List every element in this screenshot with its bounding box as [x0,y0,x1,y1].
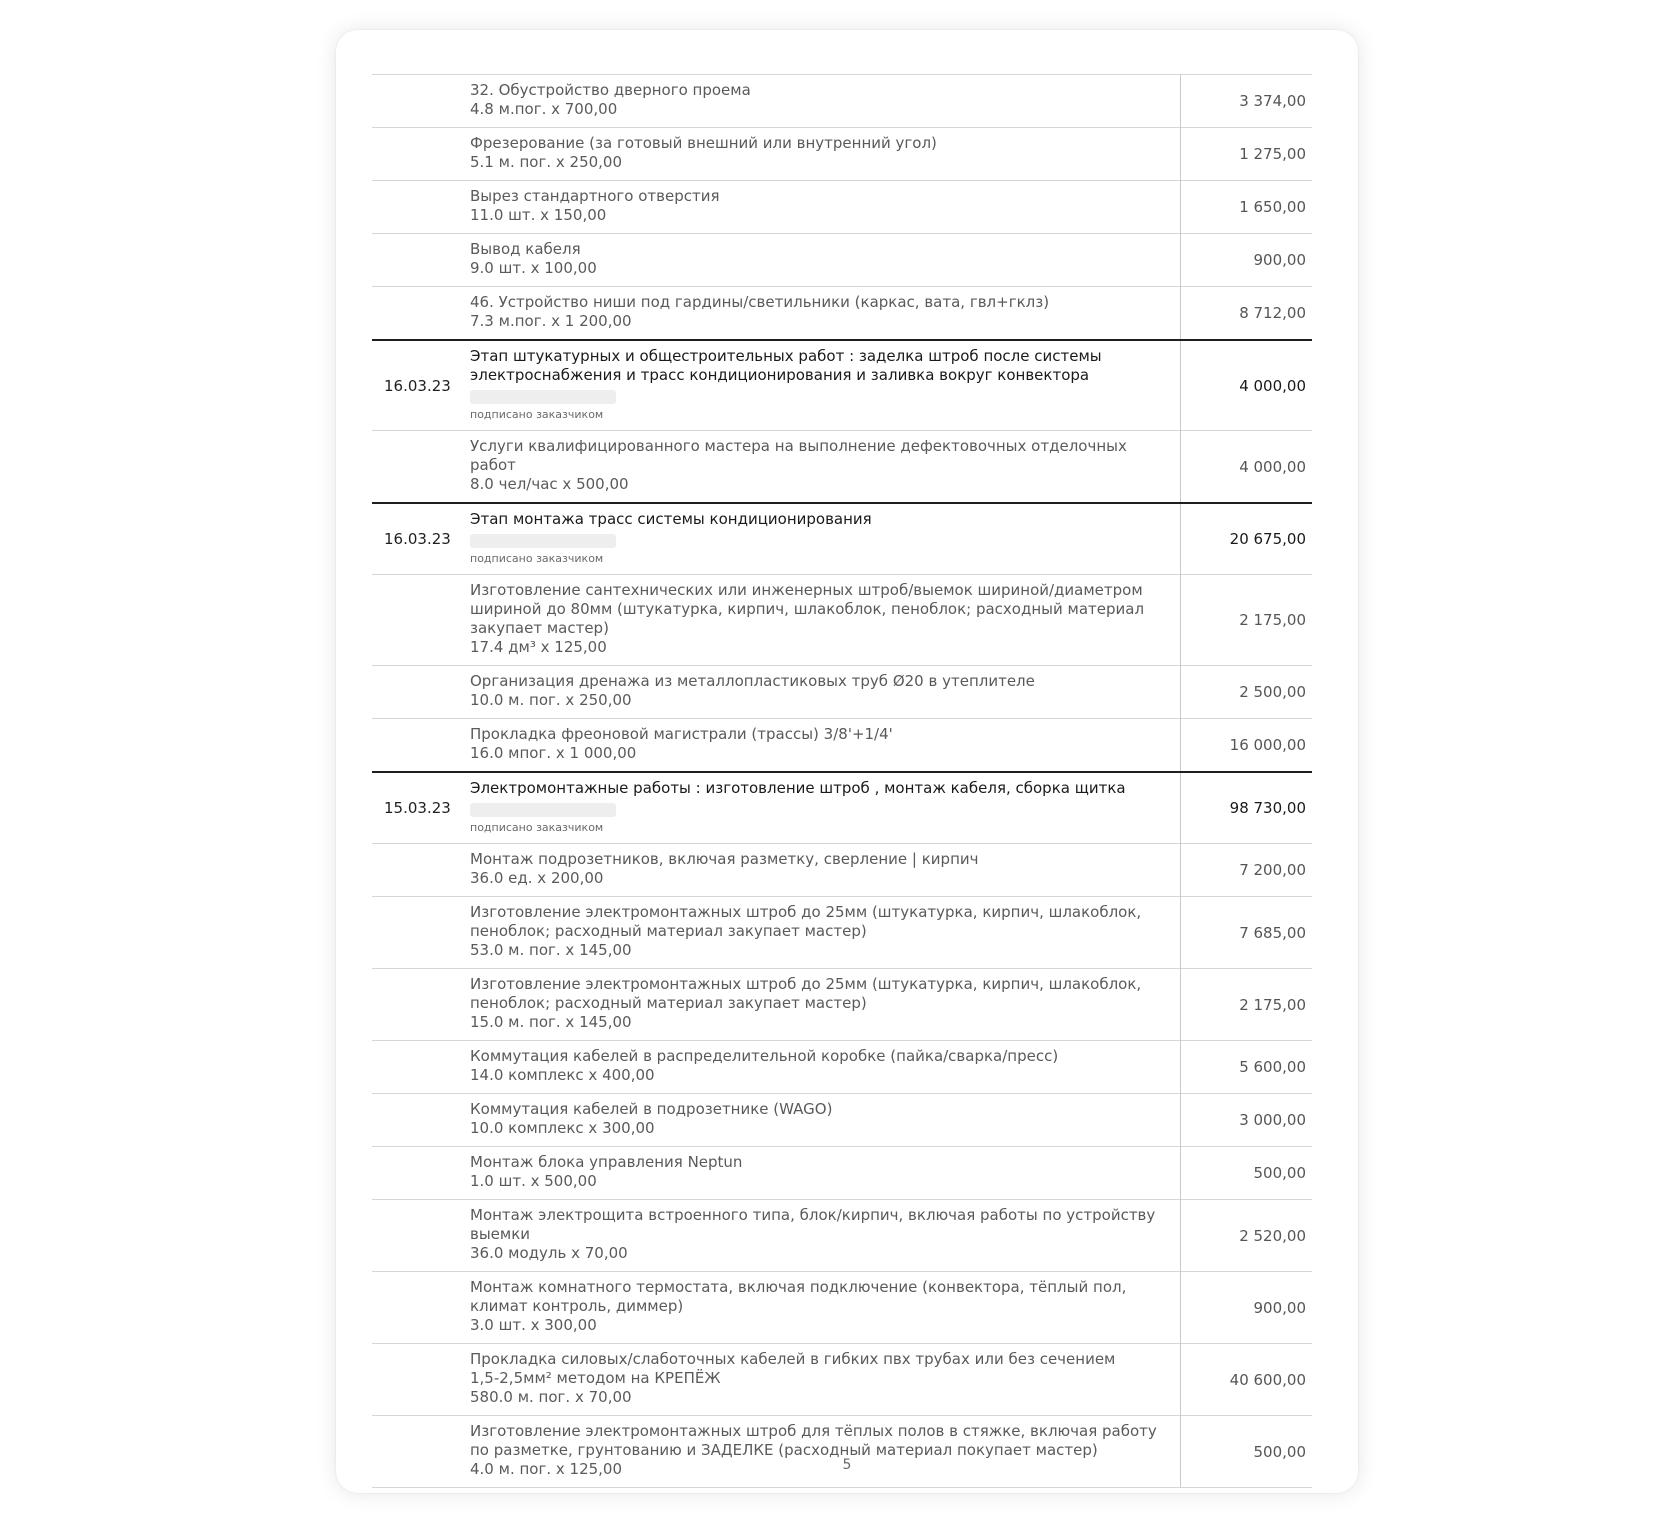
row-amount: 98 730,00 [1180,772,1312,844]
row-date [372,1200,470,1272]
item-text-line: Коммутация кабелей в распределительной коробке (пайка/сварка/пресс) [470,1047,1059,1065]
redacted-signature [470,803,616,817]
row-date [372,1147,470,1200]
item-text-line: Вывод кабеля [470,240,581,258]
page-number: 5 [842,1457,852,1473]
row-amount: 40 600,00 [1180,1344,1312,1416]
item-text-line: климат контроль, диммер) [470,1297,684,1315]
document-page [336,30,1358,1493]
row-amount: 900,00 [1180,1272,1312,1344]
item-text-line: Монтаж блока управления Neptun [470,1153,743,1171]
line-item-row [372,1041,1312,1094]
estimate-sheet [372,74,1312,1488]
line-item-row [372,575,1312,666]
item-text-line: Изготовление сантехнических или инженерных штроб/выемок шириной/диаметром [470,581,1143,599]
stage-title-line: Электромонтажные работы : изготовление штроб , монтаж кабеля, сборка щитка [470,779,1126,797]
item-text-line: по разметке, грунтованию и ЗАДЕЛКЕ (расходный материал покупает мастер) [470,1441,1098,1459]
row-description [470,844,1180,897]
item-text-line: 14.0 комплекс х 400,00 [470,1066,655,1084]
stage-title-line: Этап монтажа трасс системы кондиционирования [470,510,872,528]
row-date: 16.03.23 [372,503,470,575]
item-text-line: шириной до 80мм (штукатурка, кирпич, шлакоблок, пеноблок; расходный материал [470,600,1145,618]
line-item-row [372,128,1312,181]
item-text-line: пеноблок; расходный материал закупает мастер) [470,994,867,1012]
row-date [372,969,470,1041]
row-amount: 7 685,00 [1180,897,1312,969]
redacted-signature [470,390,616,404]
item-text-line: 3.0 шт. х 300,00 [470,1316,597,1334]
stage-row [372,772,1312,844]
item-text-line: выемки [470,1225,531,1243]
item-text-line: 10.0 комплекс х 300,00 [470,1119,655,1137]
row-description [470,719,1180,773]
line-item-row [372,897,1312,969]
row-amount: 2 175,00 [1180,575,1312,666]
signed-status: подписано заказчиком [470,821,604,834]
item-text-line: 10.0 м. пог. х 250,00 [470,691,632,709]
row-date [372,1344,470,1416]
item-text-line: 1.0 шт. х 500,00 [470,1172,597,1190]
row-description [470,666,1180,719]
item-text-line: 5.1 м. пог. х 250,00 [470,153,623,171]
stage-title-line: электроснабжения и трасс кондиционирования и заливка вокруг конвектора [470,366,1090,384]
row-date [372,575,470,666]
line-item-row [372,666,1312,719]
item-text-line: 9.0 шт. х 100,00 [470,259,597,277]
row-amount: 7 200,00 [1180,844,1312,897]
signed-status: подписано заказчиком [470,408,604,421]
line-item-row [372,287,1312,341]
row-date: 16.03.23 [372,340,470,431]
item-text-line: Организация дренажа из металлопластиковых труб Ø20 в утеплителе [470,672,1035,690]
row-amount: 2 175,00 [1180,969,1312,1041]
line-item-row [372,181,1312,234]
line-item-row [372,1147,1312,1200]
row-description [470,1416,1180,1488]
stage-title-line: Этап штукатурных и общестроительных работ : заделка штроб после системы [470,347,1102,365]
line-item-row [372,1344,1312,1416]
item-text-line: 4.0 м. пог. х 125,00 [470,1460,623,1478]
item-text-line: Прокладка силовых/слаботочных кабелей в гибких пвх трубах или без сечением [470,1350,1116,1368]
row-date [372,719,470,773]
row-description [470,503,1180,575]
row-description [470,1200,1180,1272]
estimate-table [372,74,1312,1488]
row-date [372,234,470,287]
row-amount: 4 000,00 [1180,431,1312,504]
row-amount: 500,00 [1180,1416,1312,1488]
row-amount: 500,00 [1180,1147,1312,1200]
item-text-line: 15.0 м. пог. х 145,00 [470,1013,632,1031]
item-text-line: пеноблок; расходный материал закупает мастер) [470,922,867,940]
stage-row [372,503,1312,575]
item-text-line: работ [470,456,516,474]
row-amount: 3 374,00 [1180,75,1312,128]
row-description [470,1041,1180,1094]
item-text-line: 53.0 м. пог. х 145,00 [470,941,632,959]
line-item-row [372,969,1312,1041]
item-text-line: 8.0 чел/час х 500,00 [470,475,629,493]
row-description [470,75,1180,128]
row-description [470,128,1180,181]
row-description [470,969,1180,1041]
item-text-line: Услуги квалифицированного мастера на выполнение дефектовочных отделочных [470,437,1127,455]
item-text-line: Прокладка фреоновой магистрали (трассы) 3/8'+1/4' [470,725,893,743]
row-description [470,772,1180,844]
item-text-line: 17.4 дм³ х 125,00 [470,638,607,656]
item-text-line: 46. Устройство ниши под гардины/светильники (каркас, вата, гвл+гклз) [470,293,1050,311]
row-date: 15.03.23 [372,772,470,844]
item-text-line: 16.0 мпог. х 1 000,00 [470,744,637,762]
row-date [372,181,470,234]
item-text-line: 7.3 м.пог. х 1 200,00 [470,312,632,330]
row-amount: 2 520,00 [1180,1200,1312,1272]
signed-status: подписано заказчиком [470,552,604,565]
item-text-line: Изготовление электромонтажных штроб до 25мм (штукатурка, кирпич, шлакоблок, [470,903,1142,921]
row-date [372,666,470,719]
item-text-line: Коммутация кабелей в подрозетнике (WAGO) [470,1100,833,1118]
row-description [470,340,1180,431]
row-date [372,1041,470,1094]
redacted-signature [470,534,616,548]
line-item-row [372,1416,1312,1488]
item-text-line: Изготовление электромонтажных штроб для тёплых полов в стяжке, включая работу [470,1422,1157,1440]
row-description [470,431,1180,504]
item-text-line: Монтаж электрощита встроенного типа, блок/кирпич, включая работы по устройству [470,1206,1156,1224]
row-amount: 2 500,00 [1180,666,1312,719]
row-description [470,1094,1180,1147]
item-text-line: 36.0 ед. х 200,00 [470,869,604,887]
row-description [470,1344,1180,1416]
item-text-line: 11.0 шт. х 150,00 [470,206,607,224]
row-date [372,75,470,128]
row-amount: 3 000,00 [1180,1094,1312,1147]
item-text-line: 580.0 м. пог. х 70,00 [470,1388,632,1406]
row-date [372,1094,470,1147]
row-date [372,1272,470,1344]
item-text-line: 1,5-2,5мм² методом на КРЕПЁЖ [470,1369,721,1387]
row-description [470,897,1180,969]
row-date [372,897,470,969]
line-item-row [372,844,1312,897]
line-item-row [372,75,1312,128]
item-text-line: 4.8 м.пог. х 700,00 [470,100,618,118]
item-text-line: 36.0 модуль х 70,00 [470,1244,628,1262]
item-text-line: Изготовление электромонтажных штроб до 25мм (штукатурка, кирпич, шлакоблок, [470,975,1142,993]
item-text-line: Фрезерование (за готовый внешний или внутренний угол) [470,134,937,152]
row-amount: 5 600,00 [1180,1041,1312,1094]
row-date [372,844,470,897]
row-description [470,287,1180,341]
stage-row [372,340,1312,431]
row-description [470,234,1180,287]
line-item-row [372,234,1312,287]
line-item-row [372,1272,1312,1344]
row-amount: 4 000,00 [1180,340,1312,431]
row-description [470,1147,1180,1200]
row-amount: 20 675,00 [1180,503,1312,575]
row-date [372,1416,470,1488]
item-text-line: Вырез стандартного отверстия [470,187,720,205]
row-amount: 1 275,00 [1180,128,1312,181]
row-description [470,181,1180,234]
row-amount: 16 000,00 [1180,719,1312,773]
row-date [372,287,470,341]
line-item-row [372,719,1312,773]
row-amount: 900,00 [1180,234,1312,287]
line-item-row [372,431,1312,504]
row-amount: 8 712,00 [1180,287,1312,341]
item-text-line: закупает мастер) [470,619,609,637]
row-amount: 1 650,00 [1180,181,1312,234]
line-item-row [372,1094,1312,1147]
row-description [470,575,1180,666]
row-date [372,128,470,181]
row-date [372,431,470,504]
item-text-line: 32. Обустройство дверного проема [470,81,751,99]
line-item-row [372,1200,1312,1272]
item-text-line: Монтаж подрозетников, включая разметку, сверление | кирпич [470,850,979,868]
row-description [470,1272,1180,1344]
item-text-line: Монтаж комнатного термостата, включая подключение (конвектора, тёплый пол, [470,1278,1127,1296]
